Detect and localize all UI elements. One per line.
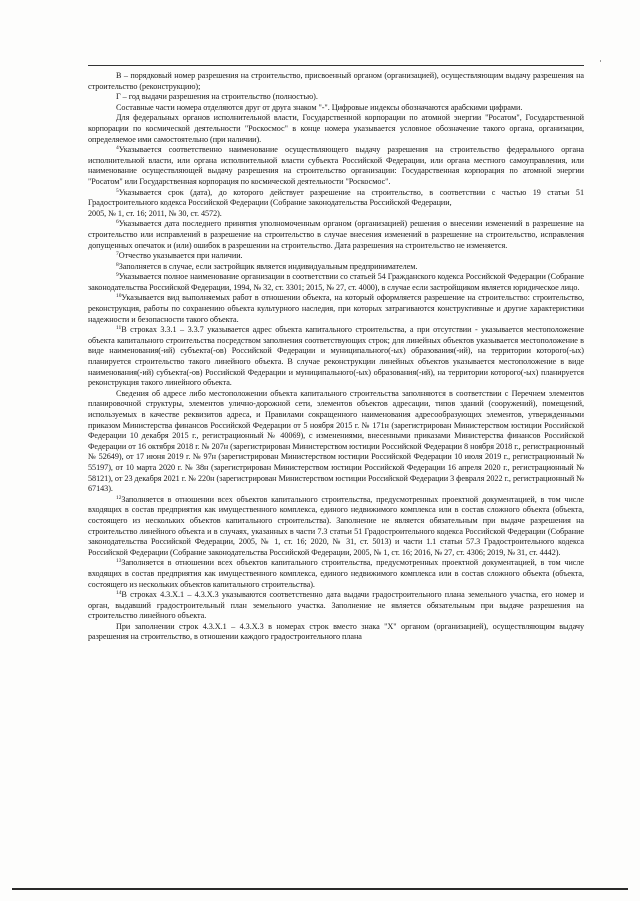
paragraph-text: Указывается дата последнего принятия уполномоченным органом (организацией) решения о внесении изменений в разрешение на строительство или исправлений в разрешение на строительство в случае внесения изменений в разрешение на строительство, исправления допущенных опечаток и (или) ошибок в разрешении на строительство. Дата разрешения на строительство не изменяется.	[88, 219, 584, 250]
paragraph-text: Составные части номера отделяются друг от друга знаком "-". Цифровые индексы обозначаются арабскими цифрами.	[116, 102, 523, 112]
paragraph-text: В строках 3.3.1 – 3.3.7 указывается адрес объекта капитального строительства, а при отсутствии - указывается местоположение объекта капитального строительства посредством заполнения соответствующих строк; для линейных объектов указывается местоположение в виде наименования(-ий) субъекта(-ов) Российской Федерации и муниципального(-ых) образования(-ий), на территории которого(-ых) планируется строительство такого линейного объекта. В случае реконструкции линейных объектов указывается местоположение в виде наименования(-ий) субъекта(-ов) Российской Федерации и муниципального(-ых) образования(-ий), на территории которого(-ых) планируется реконструкция такого линейного объекта.	[88, 325, 584, 388]
bottom-rule	[12, 888, 628, 890]
footnote-marker: 11	[116, 325, 122, 332]
paragraph-text: Указывается полное наименование организации в соответствии со статьей 54 Гражданского кодекса Российской Федерации (Собрание законодательства Российской Федерации, 1994, № 32, ст. 3301; 2015, № 27, ст. 4000), в случае если застройщиком является юридическое лицо.	[88, 272, 584, 292]
footnote-marker: 5	[116, 187, 119, 194]
paragraph-2	[88, 92, 584, 103]
footnote-marker: 14	[116, 590, 122, 597]
footnote-marker: 13	[116, 558, 122, 565]
footnote-14	[88, 590, 584, 622]
paragraph-address-info	[88, 389, 584, 495]
footnote-marker: 12	[116, 494, 122, 501]
footnote-marker: 10	[116, 293, 122, 300]
footnote-9	[88, 272, 584, 293]
paragraph-text: При заполнении строк 4.3.Х.1 – 4.3.Х.3 в номерах строк вместо знака "Х" органом (организацией), осуществляющим выдачу разрешения на строительство, в отношении каждого градостроительного плана	[88, 621, 584, 642]
footnote-marker: 8	[116, 261, 119, 268]
footnote-6	[88, 219, 584, 251]
footnote-marker: 9	[116, 272, 119, 279]
paragraph-text: Заполняется в отношении всех объектов капитального строительства, предусмотренных проектной документацией, в том числе входящих в состав предприятия как имущественного комплекса, единого недвижимого комплекса или в состав сложного объекта (объекта, состоящего из нескольких объектов капитального строительства). Заполнение не является обязательным при выдаче разрешения на строительство линейного объекта и в случаях, указанных в части 7.3 статьи 51 Градостроительного кодекса Российской Федерации (Собрание законодательства Российской Федерации, 2005, № 1, ст. 16; 2020, № 31, ст. 5013) и части 1.1 статьи 57.3 Градостроительного кодекса Российской Федерации (Собрание законодательства Российской Федерации, 2005, № 1, ст. 16; 2016, № 27, ст. 4306; 2019, № 31, ст. 4442).	[88, 494, 584, 557]
paragraph-7	[88, 209, 584, 220]
paragraph-last	[88, 622, 584, 643]
footnote-13	[88, 558, 584, 590]
paragraph-3	[88, 103, 584, 114]
paragraph-text: В строках 4.3.Х.1 – 4.3.Х.3 указываются соответственно дата выдачи градостроительного плана земельного участка, его номер и орган, выдавший градостроительный план земельного участка. Заполнение не является обязательным при выдаче разрешения на строительство линейного объекта.	[88, 590, 584, 621]
paragraph-text: Для федеральных органов исполнительной власти, Государственной корпорации по атомной энергии "Росатом", Государственной корпорации по космической деятельности "Роскосмос" в конце номера указывается условное обозначение такого органа, организации, определяемое ими самостоятельно (при наличии).	[88, 113, 584, 144]
paragraph-text: Указывается срок (дата), до которого действует разрешение на строительство, в соответствии с частью 19 статьи 51 Градостроительного кодекса Российской Федерации (Собрание законодательства Российской Федерации,	[88, 187, 584, 208]
paragraph-text: Заполняется в отношении всех объектов капитального строительства, предусмотренных проектной документацией, в том числе входящих в состав предприятия как имущественного комплекса, единого недвижимого комплекса или в состав сложного объекта (объекта, состоящего из нескольких объектов капитального строительства).	[88, 558, 584, 589]
paragraph-text: Сведения об адресе либо местоположении объекта капитального строительства заполняются в соответствии с Перечнем элементов планировочной структуры, элементов улично-дорожной сети, элементов объектов адресации, типов зданий (сооружений), помещений, используемых в качестве реквизитов адреса, и Правилами сокращенного наименования адресообразующих элементов, утвержденными приказом Министерства финансов Российской Федерации от 5 ноября 2015 г. № 171н (зарегистрирован Министерством юстиции Российской Федерации 10 декабря 2015 г., регистрационный № 40069), с изменениями, внесенными приказами Министерства финансов Российской Федерации от 16 октября 2018 г. № 207н (зарегистрирован Министерством юстиции Российской Федерации 8 ноября 2018 г., регистрационный № 52649), от 17 июня 2019 г. № 97н (зарегистрирован Министерством юстиции Российской Федерации 10 июля 2019 г., регистрационный № 55197), от 10 марта 2020 г. № 38н (зарегистрирован Министерством юстиции Российской Федерации 16 апреля 2020 г., регистрационный № 58121), от 23 декабря 2021 г. № 220н (зарегистрирован Министерством юстиции Российской Федерации 3 февраля 2022 г., регистрационный № 67143).	[88, 388, 584, 494]
footnote-4	[88, 145, 584, 187]
footnote-marker: 4	[116, 145, 119, 152]
top-rule	[88, 65, 584, 66]
paragraph-text: Указывается соответственно наименование осуществляющего выдачу разрешения на строительство федерального органа исполнительной власти, или органа исполнительной власти субъекта Российской Федерации, или органа местного самоуправления, или наименование осуществляющей выдачу разрешения на строительство организации: Государственная корпорация по атомной энергии "Росатом" или Государственная корпорация по космической деятельности "Роскосмос".	[88, 145, 584, 186]
paragraph-text: Указывается вид выполняемых работ в отношении объекта, на который оформляется разрешение на строительство: строительство, реконструкция, работы по сохранению объекта культурного наследия, при которых затрагиваются конструктивные и другие характеристики надежности и безопасности такого объекта.	[88, 293, 584, 324]
paragraph-text: Отчество указывается при наличии.	[118, 251, 243, 261]
paragraph-text: 2005, № 1, ст. 16; 2011, № 30, ст. 4572).	[88, 208, 222, 218]
footnote-5	[88, 188, 584, 209]
footnote-8	[88, 262, 584, 273]
paragraph-text: Заполняется в случае, если застройщик является индивидуальным предпринимателем.	[118, 261, 418, 271]
paragraph-text: В – порядковый номер разрешения на строительство, присвоенный органом (организацией), осуществляющим выдачу разрешения на строительство (реконструкцию);	[88, 71, 584, 91]
footnote-marker: 7	[116, 251, 119, 258]
footnote-12	[88, 495, 584, 559]
paragraph-text: Г – год выдачи разрешения на строительство (полностью).	[116, 92, 318, 102]
footnote-7	[88, 251, 584, 262]
footnote-marker: 6	[116, 219, 119, 226]
paragraph-1	[88, 71, 584, 92]
footnote-11	[88, 325, 584, 389]
footnotes-text	[88, 71, 584, 643]
footnote-10	[88, 293, 584, 325]
scan-mark	[600, 60, 601, 62]
paragraph-4	[88, 113, 584, 145]
